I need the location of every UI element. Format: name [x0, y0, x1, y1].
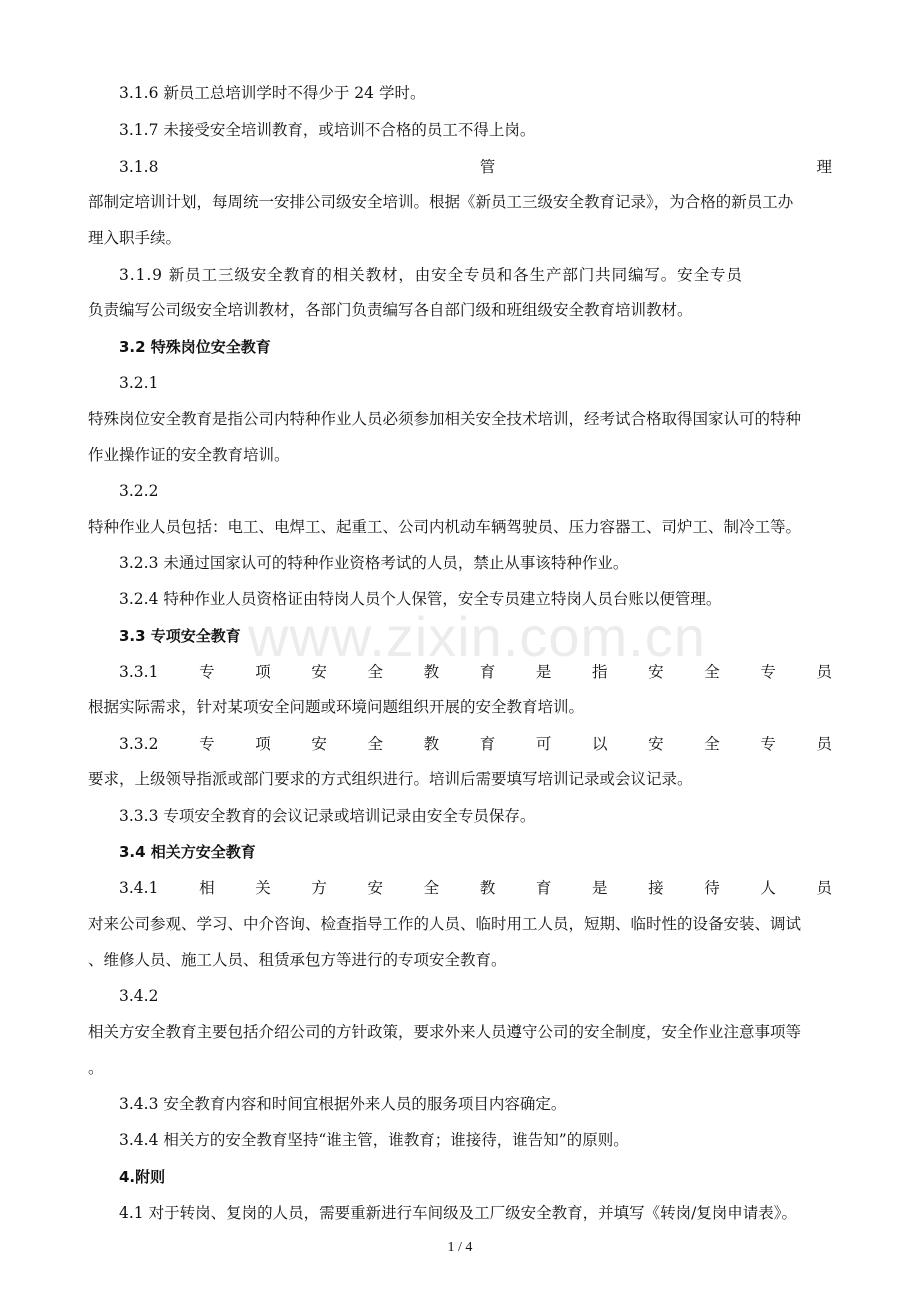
spread-char: 安	[311, 735, 327, 753]
spread-char: 全	[704, 663, 720, 681]
section-heading-4: 4.附则	[119, 1168, 166, 1186]
spread-char: 全	[367, 735, 383, 753]
clause-3-2-1-number: 3.2.1	[119, 374, 159, 392]
paragraph-3-3-2-spread	[119, 734, 832, 754]
page-number: 1 / 4	[447, 1240, 473, 1255]
paragraph-3-4-1-line-2: 对来公司参观、学习、中介咨询、检查指导工作的人员、临时用工人员，短期、临时性的设备安装、调试	[88, 915, 802, 933]
spread-char: 指	[591, 663, 608, 681]
spread-char: 教	[423, 735, 440, 753]
spread-char: 理	[816, 158, 832, 176]
paragraph-3-2-4: 3.2.4 特种作业人员资格证由特岗人员个人保管，安全专员建立特岗人员台账以便管理。	[119, 590, 722, 608]
paragraph-3-2-3: 3.2.3 未通过国家认可的特种作业资格考试的人员，禁止从事该特种作业。	[119, 554, 629, 572]
spread-char: 管	[479, 158, 496, 176]
paragraph-3-3-1-line-2: 根据实际需求，针对某项安全问题或环境问题组织开展的安全教育培训。	[88, 698, 585, 716]
paragraph-3-2-1-line-2: 作业操作证的安全教育培训。	[88, 446, 290, 464]
spread-char: 员	[816, 735, 832, 753]
paragraph-3-1-8-spread	[119, 157, 832, 177]
paragraph-3-1-9: 3.1.9 新员工三级安全教育的相关教材，由安全专员和各生产部门共同编写。安全专员	[119, 266, 743, 284]
spread-char: 3.1.8	[119, 158, 159, 176]
spread-char: 是	[591, 879, 608, 897]
spread-char: 项	[255, 735, 271, 753]
spread-char: 育	[535, 879, 552, 897]
watermark: www.zixin.com.cn	[248, 605, 706, 668]
spread-char: 接	[648, 879, 664, 897]
paragraph-3-1-8-line-2: 部制定培训计划，每周统一安排公司级安全培训。根据《新员工三级安全教育记录》，为合格的新员工办	[88, 193, 794, 211]
spread-char: 可	[535, 735, 552, 753]
spread-char: 全	[704, 735, 720, 753]
spread-char: 安	[648, 735, 664, 753]
paragraph-3-4-2-line-2: 。	[88, 1059, 104, 1077]
paragraph-3-2-1: 特殊岗位安全教育是指公司内特种作业人员必须参加相关安全技术培训，经考试合格取得国家认可的特种	[88, 410, 802, 428]
spread-char: 全	[367, 663, 383, 681]
spread-char: 项	[255, 663, 271, 681]
paragraph-3-3-1-spread	[119, 662, 832, 682]
section-heading-3-4: 3.4 相关方安全教育	[119, 843, 256, 861]
paragraph-3-1-7: 3.1.7 未接受安全培训教育，或培训不合格的员工不得上岗。	[119, 121, 536, 139]
spread-char: 专	[760, 663, 776, 681]
spread-char: 是	[535, 663, 552, 681]
spread-char: 专	[199, 735, 215, 753]
paragraph-3-3-3: 3.3.3 专项安全教育的会议记录或培训记录由安全专员保存。	[119, 807, 536, 825]
spread-char: 3.4.1	[119, 879, 159, 897]
spread-char: 安	[367, 879, 383, 897]
spread-char: 以	[591, 735, 608, 753]
paragraph-3-1-9-line-2: 负责编写公司级安全培训教材，各部门负责编写各自部门级和班组级安全教育培训教材。	[88, 301, 693, 319]
spread-char: 3.3.2	[119, 735, 159, 753]
spread-char: 方	[311, 879, 327, 897]
spread-char: 员	[816, 663, 832, 681]
paragraph-3-1-8-line-3: 理入职手续。	[88, 229, 182, 247]
spread-char: 安	[311, 663, 327, 681]
spread-char: 育	[479, 735, 496, 753]
spread-char: 安	[648, 663, 664, 681]
spread-char: 全	[423, 879, 440, 897]
paragraph-3-4-1-spread	[119, 878, 832, 898]
spread-char: 员	[816, 879, 832, 897]
paragraph-3-4-1-line-3: 、维修人员、施工人员、租赁承包方等进行的专项安全教育。	[88, 951, 507, 969]
spread-char: 教	[479, 879, 496, 897]
spread-char: 育	[479, 663, 496, 681]
paragraph-3-2-2: 特种作业人员包括：电工、电焊工、起重工、公司内机动车辆驾驶员、压力容器工、司炉工、制冷工等。	[88, 518, 802, 536]
paragraph-3-1-6: 3.1.6 新员工总培训学时不得少于 24 学时。	[119, 84, 426, 102]
spread-char: 人	[760, 879, 776, 897]
spread-char: 教	[423, 663, 440, 681]
paragraph-3-4-2: 相关方安全教育主要包括介绍公司的方针政策，要求外来人员遵守公司的安全制度，安全作业注意事项等	[88, 1023, 802, 1041]
section-heading-3-2: 3.2 特殊岗位安全教育	[119, 338, 271, 356]
spread-char: 相	[199, 879, 215, 897]
spread-char: 关	[255, 879, 271, 897]
section-heading-3-3: 3.3 专项安全教育	[119, 627, 241, 645]
spread-char: 专	[199, 663, 215, 681]
clause-3-2-2-number: 3.2.2	[119, 482, 159, 500]
paragraph-3-3-2-line-2: 要求，上级领导指派或部门要求的方式组织进行。培训后需要填写培训记录或会议记录。	[88, 770, 693, 788]
spread-char: 待	[704, 879, 720, 897]
paragraph-3-4-3: 3.4.3 安全教育内容和时间宜根据外来人员的服务项目内容确定。	[119, 1095, 567, 1113]
paragraph-3-4-4: 3.4.4 相关方的安全教育坚持“谁主管，谁教育；谁接待，谁告知”的原则。	[119, 1131, 629, 1149]
spread-char: 专	[760, 735, 776, 753]
clause-3-4-2-number: 3.4.2	[119, 987, 159, 1005]
spread-char: 3.3.1	[119, 663, 159, 681]
paragraph-4-1: 4.1 对于转岗、复岗的人员，需要重新进行车间级及工厂级安全教育，并填写《转岗/复岗申请表》。	[119, 1204, 798, 1222]
